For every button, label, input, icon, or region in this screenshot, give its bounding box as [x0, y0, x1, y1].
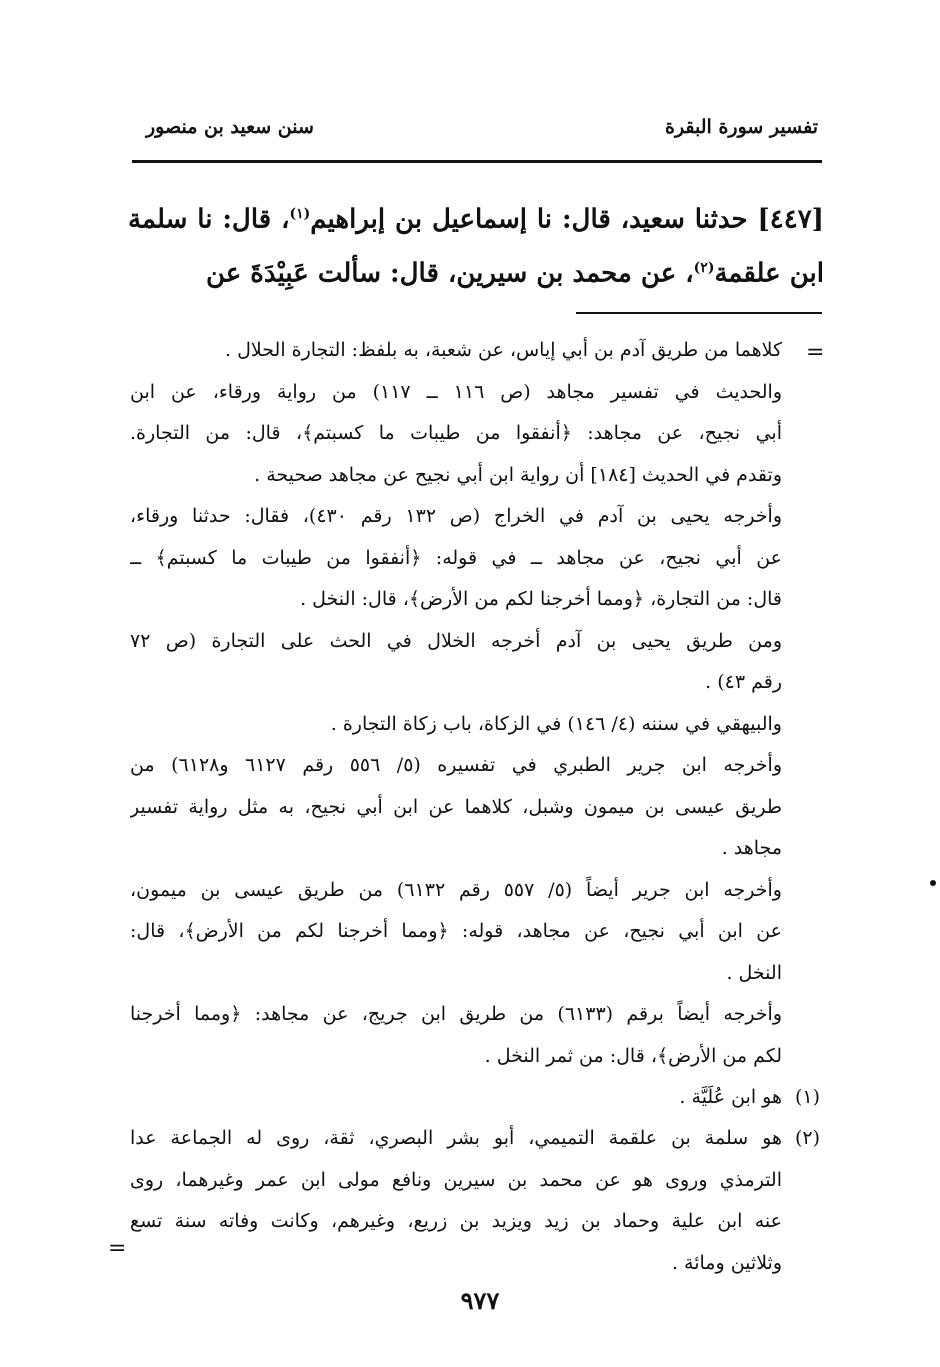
hadith-text-part2: ، قال: نا سلمة ابن علقمة: [128, 204, 824, 289]
page-number: ٩٧٧: [460, 1286, 500, 1315]
note2-line: هو سلمة بن علقمة التميمي، أبو بشر البصري، ثقة، روى له الجماعة عدا: [130, 1127, 782, 1149]
footnote-line: وتقدم في الحديث [١٨٤] أن رواية ابن أبي نجيح عن مجاهد صحيحة .: [254, 463, 782, 486]
note1-line: هو ابن عُلَيَّة .: [679, 1086, 782, 1108]
footnote-line: النخل .: [726, 961, 782, 984]
footnote-line: وأخرجه ابن جرير أيضاً (٥/ ٥٥٧ رقم ٦١٣٢) من طريق عيسى بن ميمون،: [130, 878, 782, 901]
footnote-line: وأخرجه يحيى بن آدم في الخراج (ص ١٣٢ رقم ٤٣٠)، فقال: حدثنا ورقاء،: [130, 505, 782, 527]
running-header: [132, 116, 818, 156]
hadith-text: [128, 190, 824, 297]
footnote-1: [130, 1077, 820, 1119]
footnote-separator: [576, 312, 822, 314]
footnote-line: ومن طريق يحيى بن آدم أخرجه الخلال في الحث على التجارة (ص ٧٢: [130, 629, 782, 652]
footnote-line: عن أبي نجيح، عن مجاهد ــ في قوله: ﴿أنفقوا من طيبات ما كسبتم﴾ ــ: [130, 546, 782, 569]
header-left-title: سنن سعيد بن منصور: [146, 116, 314, 138]
footnote-line: أبي نجيح، عن مجاهد: ﴿أنفقوا من طيبات ما كسبتم﴾، قال: من التجارة.: [130, 422, 782, 444]
footnote-line: كلاهما من طريق آدم بن أبي إياس، عن شعبة، به بلفظ: التجارة الحلال .: [225, 339, 782, 361]
footnote-line: والحديث في تفسير مجاهد (ص ١١٦ ــ ١١٧) من رواية ورقاء، عن ابن: [130, 380, 782, 403]
footnote-ref-1: (١): [289, 206, 311, 222]
footnote-2: [130, 1118, 820, 1284]
footnote-line: لكم من الأرض﴾، قال: من ثمر النخل .: [484, 1044, 782, 1067]
footnote-continuation: [130, 330, 782, 1077]
footnote-line: والبيهقي في سننه (٤/ ١٤٦) في الزكاة، باب زكاة التجارة .: [330, 712, 782, 735]
footnote-line: قال: من التجارة، ﴿ومما أخرجنا لكم من الأرض﴾، قال: النخل .: [300, 588, 782, 610]
hadith-text-part3: ، عن محمد بن سيرين، قال: سألت عَبِيْدَةَ عن: [205, 258, 694, 289]
footnote-1-number: (١): [794, 1086, 820, 1108]
continuation-end-marker: =: [108, 1236, 127, 1261]
footnote-line: مجاهد .: [721, 837, 782, 859]
scan-edge-mark: [930, 880, 936, 886]
note2-line: وثلاثين ومائة .: [671, 1251, 782, 1274]
note2-line: عنه ابن علية وحماد بن زيد ويزيد بن زريع، وغيرهم، وكانت وفاته سنة تسع: [130, 1210, 782, 1232]
footnote-line: عن ابن أبي نجيح، عن مجاهد، قوله: ﴿ومما أخرجنا لكم من الأرض﴾، قال:: [130, 920, 782, 942]
header-rule: [132, 160, 822, 163]
footnote-line: وأخرجه أيضاً برقم (٦١٣٣) من طريق ابن جريج، عن مجاهد: ﴿ومما أخرجنا: [130, 1003, 782, 1025]
continuation-marker: =: [806, 340, 825, 365]
footnote-line: رقم ٤٣) .: [705, 671, 782, 693]
note2-line: الترمذي وروى هو عن محمد بن سيرين ونافع مولى ابن عمر وغيرهما، روى: [130, 1168, 782, 1191]
header-right-title: تفسير سورة البقرة: [664, 116, 818, 138]
footnote-2-number: (٢): [794, 1127, 820, 1149]
footnote-line: وأخرجه ابن جرير الطبري في تفسيره (٥/ ٥٥٦ رقم ٦١٢٧ و٦١٢٨) من: [130, 754, 782, 776]
footnote-ref-2: (٢): [693, 259, 715, 276]
hadith-text-part1: حدثنا سعيد، قال: نا إسماعيل بن إبراهيم: [310, 204, 748, 235]
footnote-line: طريق عيسى بن ميمون وشبل، كلاهما عن ابن أبي نجيح، به مثل رواية تفسير: [130, 795, 782, 818]
hadith-number: [٤٤٧]: [757, 204, 824, 235]
